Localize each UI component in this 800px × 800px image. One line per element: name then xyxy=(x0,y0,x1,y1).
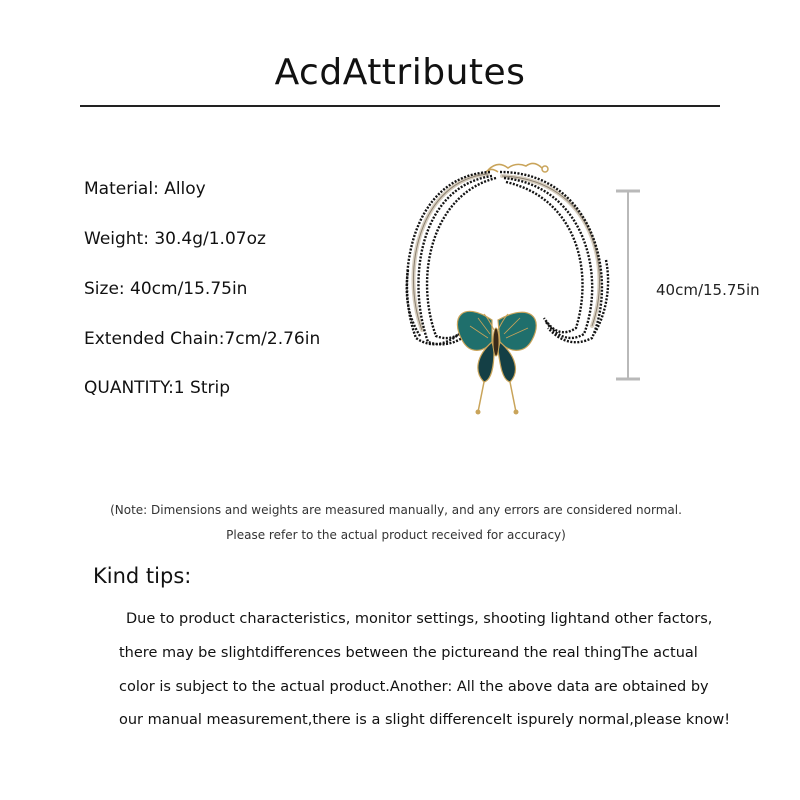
note-line-2: Please refer to the actual product received for accuracy) xyxy=(226,528,566,542)
attribute-extended-chain: Extended Chain:7cm/2.76in xyxy=(84,329,321,349)
note-line-1: (Note: Dimensions and weights are measured manually, and any errors are considered normal. xyxy=(110,503,682,517)
title-divider xyxy=(80,105,720,107)
size-dimension-indicator xyxy=(616,191,640,379)
attribute-weight: Weight: 30.4g/1.07oz xyxy=(84,229,266,249)
tip-line-1: Due to product characteristics, monitor settings, shooting lightand other factors, xyxy=(126,611,713,627)
kind-tips-heading: Kind tips: xyxy=(93,564,192,588)
tip-line-2: there may be slightdifferences between the pictureand the real thingThe actual xyxy=(119,645,698,661)
attribute-size: Size: 40cm/15.75in xyxy=(84,279,248,299)
butterfly-pendant xyxy=(457,311,536,414)
page-title: AcdAttributes xyxy=(274,52,526,93)
attribute-quantity: QUANTITY:1 Strip xyxy=(84,378,230,398)
dimension-label: 40cm/15.75in xyxy=(656,281,760,299)
attribute-material: Material: Alloy xyxy=(84,179,206,199)
tip-line-3: color is subject to the actual product.Another: All the above data are obtained by xyxy=(119,679,709,695)
tip-line-4: our manual measurement,there is a slight differenceIt ispurely normal,please know! xyxy=(119,712,731,728)
product-image-butterfly-choker xyxy=(380,150,680,430)
